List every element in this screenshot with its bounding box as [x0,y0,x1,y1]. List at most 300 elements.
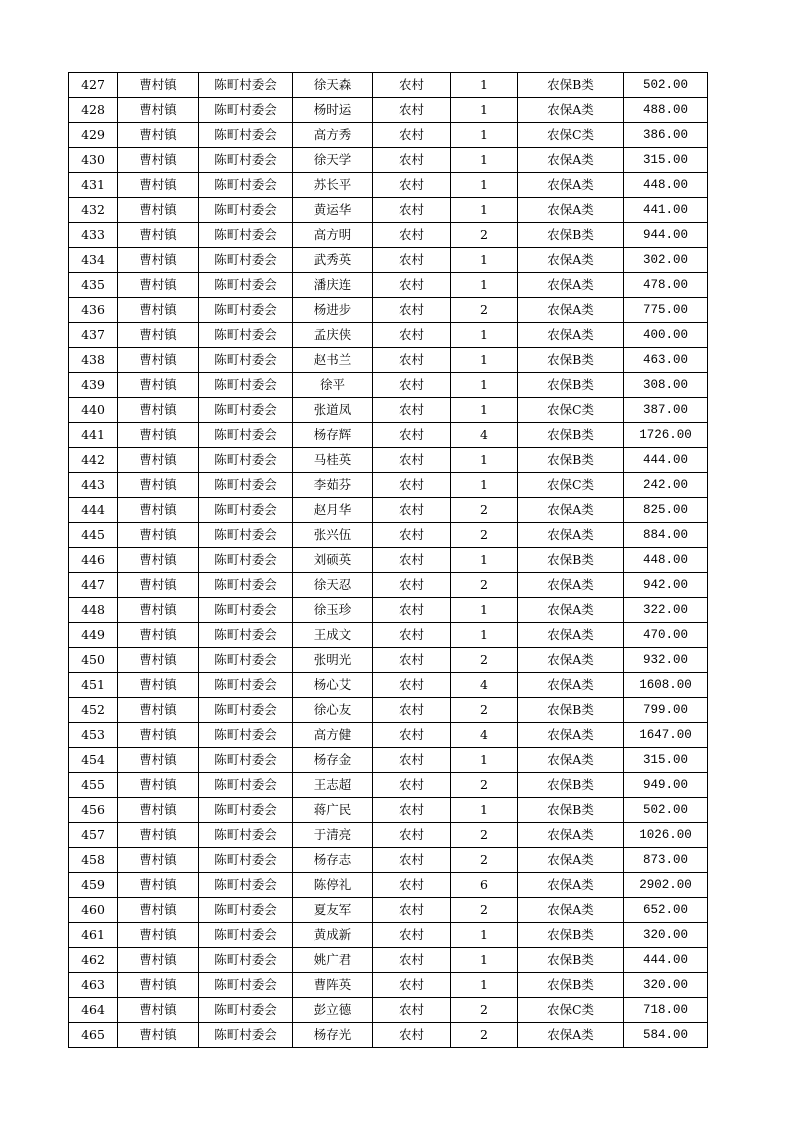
person-name-cell: 杨时运 [293,98,373,123]
insurance-category-cell: 农保A类 [518,148,624,173]
table-row [69,523,708,548]
household-count-cell: 1 [451,473,518,498]
table-row [69,1023,708,1048]
town-cell: 曹村镇 [118,1023,199,1048]
household-count-cell: 2 [451,823,518,848]
row-number-cell: 457 [69,823,118,848]
insurance-category-cell: 农保A类 [518,323,624,348]
village-committee-cell: 陈町村委会 [199,148,293,173]
area-type-cell: 农村 [373,673,451,698]
amount-cell: 315.00 [624,148,708,173]
amount-cell: 488.00 [624,98,708,123]
household-count-cell: 2 [451,573,518,598]
town-cell: 曹村镇 [118,723,199,748]
insurance-category-cell: 农保A类 [518,298,624,323]
row-number-cell: 449 [69,623,118,648]
area-type-cell: 农村 [373,323,451,348]
table-row [69,598,708,623]
town-cell: 曹村镇 [118,798,199,823]
person-name-cell: 孟庆侠 [293,323,373,348]
insurance-category-cell: 农保A类 [518,1023,624,1048]
area-type-cell: 农村 [373,948,451,973]
area-type-cell: 农村 [373,898,451,923]
village-committee-cell: 陈町村委会 [199,323,293,348]
row-number-cell: 429 [69,123,118,148]
area-type-cell: 农村 [373,623,451,648]
person-name-cell: 杨进步 [293,298,373,323]
table-row [69,473,708,498]
amount-cell: 302.00 [624,248,708,273]
amount-cell: 322.00 [624,598,708,623]
person-name-cell: 杨心艾 [293,673,373,698]
insurance-category-cell: 农保A类 [518,498,624,523]
amount-cell: 1726.00 [624,423,708,448]
table-row [69,573,708,598]
row-number-cell: 446 [69,548,118,573]
town-cell: 曹村镇 [118,373,199,398]
village-committee-cell: 陈町村委会 [199,423,293,448]
insurance-category-cell: 农保B类 [518,973,624,998]
row-number-cell: 444 [69,498,118,523]
area-type-cell: 农村 [373,473,451,498]
area-type-cell: 农村 [373,748,451,773]
row-number-cell: 461 [69,923,118,948]
town-cell: 曹村镇 [118,523,199,548]
village-committee-cell: 陈町村委会 [199,848,293,873]
row-number-cell: 440 [69,398,118,423]
insurance-category-cell: 农保A类 [518,173,624,198]
row-number-cell: 459 [69,873,118,898]
person-name-cell: 赵书兰 [293,348,373,373]
table-row [69,948,708,973]
area-type-cell: 农村 [373,248,451,273]
village-committee-cell: 陈町村委会 [199,673,293,698]
insurance-category-cell: 农保A类 [518,198,624,223]
household-count-cell: 1 [451,273,518,298]
area-type-cell: 农村 [373,823,451,848]
village-committee-cell: 陈町村委会 [199,723,293,748]
amount-cell: 942.00 [624,573,708,598]
person-name-cell: 徐平 [293,373,373,398]
person-name-cell: 徐天森 [293,73,373,98]
area-type-cell: 农村 [373,598,451,623]
village-committee-cell: 陈町村委会 [199,898,293,923]
row-number-cell: 436 [69,298,118,323]
household-count-cell: 1 [451,598,518,623]
area-type-cell: 农村 [373,973,451,998]
village-committee-cell: 陈町村委会 [199,773,293,798]
area-type-cell: 农村 [373,123,451,148]
household-count-cell: 1 [451,623,518,648]
area-type-cell: 农村 [373,773,451,798]
amount-cell: 386.00 [624,123,708,148]
household-count-cell: 1 [451,948,518,973]
insurance-category-cell: 农保B类 [518,423,624,448]
person-name-cell: 王志超 [293,773,373,798]
household-count-cell: 2 [451,648,518,673]
person-name-cell: 高方健 [293,723,373,748]
village-committee-cell: 陈町村委会 [199,648,293,673]
person-name-cell: 徐天学 [293,148,373,173]
person-name-cell: 马桂英 [293,448,373,473]
table-row [69,223,708,248]
person-name-cell: 黄成新 [293,923,373,948]
village-committee-cell: 陈町村委会 [199,98,293,123]
insurance-category-cell: 农保B类 [518,373,624,398]
amount-cell: 1608.00 [624,673,708,698]
area-type-cell: 农村 [373,148,451,173]
person-name-cell: 苏长平 [293,173,373,198]
amount-cell: 387.00 [624,398,708,423]
insurance-category-cell: 农保A类 [518,623,624,648]
person-name-cell: 高方秀 [293,123,373,148]
amount-cell: 448.00 [624,548,708,573]
insurance-category-cell: 农保A类 [518,898,624,923]
household-count-cell: 2 [451,698,518,723]
area-type-cell: 农村 [373,1023,451,1048]
town-cell: 曹村镇 [118,648,199,673]
town-cell: 曹村镇 [118,473,199,498]
household-count-cell: 1 [451,973,518,998]
amount-cell: 944.00 [624,223,708,248]
amount-cell: 718.00 [624,998,708,1023]
amount-cell: 2902.00 [624,873,708,898]
area-type-cell: 农村 [373,373,451,398]
village-committee-cell: 陈町村委会 [199,948,293,973]
table-row [69,323,708,348]
household-count-cell: 2 [451,298,518,323]
village-committee-cell: 陈町村委会 [199,373,293,398]
person-name-cell: 徐玉珍 [293,598,373,623]
village-committee-cell: 陈町村委会 [199,573,293,598]
household-count-cell: 2 [451,498,518,523]
household-count-cell: 2 [451,523,518,548]
town-cell: 曹村镇 [118,173,199,198]
amount-cell: 825.00 [624,498,708,523]
person-name-cell: 赵月华 [293,498,373,523]
person-name-cell: 高方明 [293,223,373,248]
person-name-cell: 张道凤 [293,398,373,423]
household-count-cell: 4 [451,673,518,698]
town-cell: 曹村镇 [118,823,199,848]
village-committee-cell: 陈町村委会 [199,248,293,273]
row-number-cell: 430 [69,148,118,173]
row-number-cell: 458 [69,848,118,873]
area-type-cell: 农村 [373,98,451,123]
amount-cell: 932.00 [624,648,708,673]
area-type-cell: 农村 [373,923,451,948]
amount-cell: 799.00 [624,698,708,723]
amount-cell: 652.00 [624,898,708,923]
person-name-cell: 彭立德 [293,998,373,1023]
town-cell: 曹村镇 [118,248,199,273]
table-row [69,373,708,398]
household-count-cell: 1 [451,173,518,198]
insurance-category-cell: 农保B类 [518,548,624,573]
village-committee-cell: 陈町村委会 [199,798,293,823]
row-number-cell: 464 [69,998,118,1023]
area-type-cell: 农村 [373,998,451,1023]
insurance-category-cell: 农保A类 [518,823,624,848]
town-cell: 曹村镇 [118,698,199,723]
row-number-cell: 428 [69,98,118,123]
table-row [69,773,708,798]
row-number-cell: 453 [69,723,118,748]
row-number-cell: 435 [69,273,118,298]
insurance-category-cell: 农保A类 [518,523,624,548]
row-number-cell: 450 [69,648,118,673]
row-number-cell: 441 [69,423,118,448]
row-number-cell: 439 [69,373,118,398]
household-count-cell: 1 [451,923,518,948]
row-number-cell: 465 [69,1023,118,1048]
household-count-cell: 1 [451,148,518,173]
insurance-category-cell: 农保A类 [518,648,624,673]
town-cell: 曹村镇 [118,623,199,648]
table-row [69,798,708,823]
table-row [69,423,708,448]
household-count-cell: 1 [451,73,518,98]
town-cell: 曹村镇 [118,873,199,898]
amount-cell: 444.00 [624,948,708,973]
area-type-cell: 农村 [373,723,451,748]
table-row [69,198,708,223]
town-cell: 曹村镇 [118,323,199,348]
village-committee-cell: 陈町村委会 [199,523,293,548]
village-committee-cell: 陈町村委会 [199,748,293,773]
table-row [69,248,708,273]
table-row [69,848,708,873]
person-name-cell: 刘硕英 [293,548,373,573]
area-type-cell: 农村 [373,498,451,523]
row-number-cell: 445 [69,523,118,548]
town-cell: 曹村镇 [118,148,199,173]
area-type-cell: 农村 [373,573,451,598]
area-type-cell: 农村 [373,873,451,898]
person-name-cell: 杨存志 [293,848,373,873]
household-count-cell: 1 [451,373,518,398]
table-row [69,723,708,748]
row-number-cell: 463 [69,973,118,998]
village-committee-cell: 陈町村委会 [199,398,293,423]
insurance-category-cell: 农保A类 [518,248,624,273]
row-number-cell: 451 [69,673,118,698]
person-name-cell: 武秀英 [293,248,373,273]
insurance-category-cell: 农保B类 [518,223,624,248]
town-cell: 曹村镇 [118,898,199,923]
insurance-category-cell: 农保B类 [518,448,624,473]
town-cell: 曹村镇 [118,198,199,223]
amount-cell: 873.00 [624,848,708,873]
village-committee-cell: 陈町村委会 [199,298,293,323]
roster-body [69,73,708,1048]
area-type-cell: 农村 [373,198,451,223]
person-name-cell: 潘庆连 [293,273,373,298]
village-committee-cell: 陈町村委会 [199,223,293,248]
table-row [69,73,708,98]
town-cell: 曹村镇 [118,298,199,323]
table-row [69,98,708,123]
amount-cell: 320.00 [624,923,708,948]
household-count-cell: 1 [451,198,518,223]
area-type-cell: 农村 [373,398,451,423]
person-name-cell: 夏友军 [293,898,373,923]
row-number-cell: 438 [69,348,118,373]
amount-cell: 315.00 [624,748,708,773]
row-number-cell: 437 [69,323,118,348]
amount-cell: 470.00 [624,623,708,648]
person-name-cell: 于清亮 [293,823,373,848]
insurance-category-cell: 农保A类 [518,873,624,898]
village-committee-cell: 陈町村委会 [199,598,293,623]
row-number-cell: 447 [69,573,118,598]
roster-table [68,72,708,1048]
village-committee-cell: 陈町村委会 [199,623,293,648]
row-number-cell: 442 [69,448,118,473]
village-committee-cell: 陈町村委会 [199,923,293,948]
person-name-cell: 杨存辉 [293,423,373,448]
amount-cell: 242.00 [624,473,708,498]
household-count-cell: 1 [451,348,518,373]
table-row [69,648,708,673]
town-cell: 曹村镇 [118,998,199,1023]
insurance-category-cell: 农保A类 [518,723,624,748]
household-count-cell: 6 [451,873,518,898]
village-committee-cell: 陈町村委会 [199,348,293,373]
area-type-cell: 农村 [373,173,451,198]
table-row [69,973,708,998]
village-committee-cell: 陈町村委会 [199,873,293,898]
row-number-cell: 454 [69,748,118,773]
town-cell: 曹村镇 [118,673,199,698]
area-type-cell: 农村 [373,223,451,248]
amount-cell: 1647.00 [624,723,708,748]
row-number-cell: 443 [69,473,118,498]
town-cell: 曹村镇 [118,423,199,448]
table-row [69,923,708,948]
table-row [69,498,708,523]
village-committee-cell: 陈町村委会 [199,1023,293,1048]
row-number-cell: 460 [69,898,118,923]
town-cell: 曹村镇 [118,123,199,148]
table-row [69,398,708,423]
area-type-cell: 农村 [373,348,451,373]
table-row [69,348,708,373]
household-count-cell: 2 [451,773,518,798]
person-name-cell: 徐心友 [293,698,373,723]
town-cell: 曹村镇 [118,948,199,973]
household-count-cell: 4 [451,423,518,448]
amount-cell: 320.00 [624,973,708,998]
amount-cell: 448.00 [624,173,708,198]
household-count-cell: 1 [451,448,518,473]
table-row [69,873,708,898]
insurance-category-cell: 农保A类 [518,748,624,773]
area-type-cell: 农村 [373,423,451,448]
amount-cell: 478.00 [624,273,708,298]
person-name-cell: 蒋广民 [293,798,373,823]
person-name-cell: 张兴伍 [293,523,373,548]
town-cell: 曹村镇 [118,73,199,98]
village-committee-cell: 陈町村委会 [199,448,293,473]
table-row [69,448,708,473]
insurance-category-cell: 农保B类 [518,73,624,98]
table-row [69,123,708,148]
village-committee-cell: 陈町村委会 [199,973,293,998]
town-cell: 曹村镇 [118,848,199,873]
area-type-cell: 农村 [373,798,451,823]
table-row [69,748,708,773]
row-number-cell: 452 [69,698,118,723]
village-committee-cell: 陈町村委会 [199,823,293,848]
insurance-category-cell: 农保B类 [518,698,624,723]
household-count-cell: 2 [451,898,518,923]
insurance-category-cell: 农保C类 [518,123,624,148]
household-count-cell: 2 [451,1023,518,1048]
table-row [69,623,708,648]
table-row [69,898,708,923]
amount-cell: 502.00 [624,73,708,98]
amount-cell: 308.00 [624,373,708,398]
amount-cell: 463.00 [624,348,708,373]
village-committee-cell: 陈町村委会 [199,73,293,98]
person-name-cell: 杨存金 [293,748,373,773]
person-name-cell: 李茹芬 [293,473,373,498]
town-cell: 曹村镇 [118,748,199,773]
household-count-cell: 1 [451,123,518,148]
table-row [69,673,708,698]
household-count-cell: 2 [451,223,518,248]
table-row [69,698,708,723]
area-type-cell: 农村 [373,73,451,98]
household-count-cell: 4 [451,723,518,748]
household-count-cell: 1 [451,798,518,823]
area-type-cell: 农村 [373,848,451,873]
amount-cell: 884.00 [624,523,708,548]
town-cell: 曹村镇 [118,973,199,998]
row-number-cell: 427 [69,73,118,98]
town-cell: 曹村镇 [118,448,199,473]
insurance-category-cell: 农保C类 [518,998,624,1023]
person-name-cell: 张明光 [293,648,373,673]
village-committee-cell: 陈町村委会 [199,473,293,498]
village-committee-cell: 陈町村委会 [199,548,293,573]
amount-cell: 444.00 [624,448,708,473]
village-committee-cell: 陈町村委会 [199,273,293,298]
insurance-category-cell: 农保A类 [518,573,624,598]
town-cell: 曹村镇 [118,773,199,798]
row-number-cell: 432 [69,198,118,223]
row-number-cell: 456 [69,798,118,823]
village-committee-cell: 陈町村委会 [199,173,293,198]
table-row [69,273,708,298]
village-committee-cell: 陈町村委会 [199,123,293,148]
town-cell: 曹村镇 [118,573,199,598]
table-row [69,148,708,173]
village-committee-cell: 陈町村委会 [199,198,293,223]
household-count-cell: 1 [451,98,518,123]
person-name-cell: 曹阵英 [293,973,373,998]
table-row [69,823,708,848]
person-name-cell: 徐天忍 [293,573,373,598]
town-cell: 曹村镇 [118,348,199,373]
town-cell: 曹村镇 [118,923,199,948]
town-cell: 曹村镇 [118,598,199,623]
area-type-cell: 农村 [373,273,451,298]
amount-cell: 441.00 [624,198,708,223]
town-cell: 曹村镇 [118,498,199,523]
person-name-cell: 王成文 [293,623,373,648]
